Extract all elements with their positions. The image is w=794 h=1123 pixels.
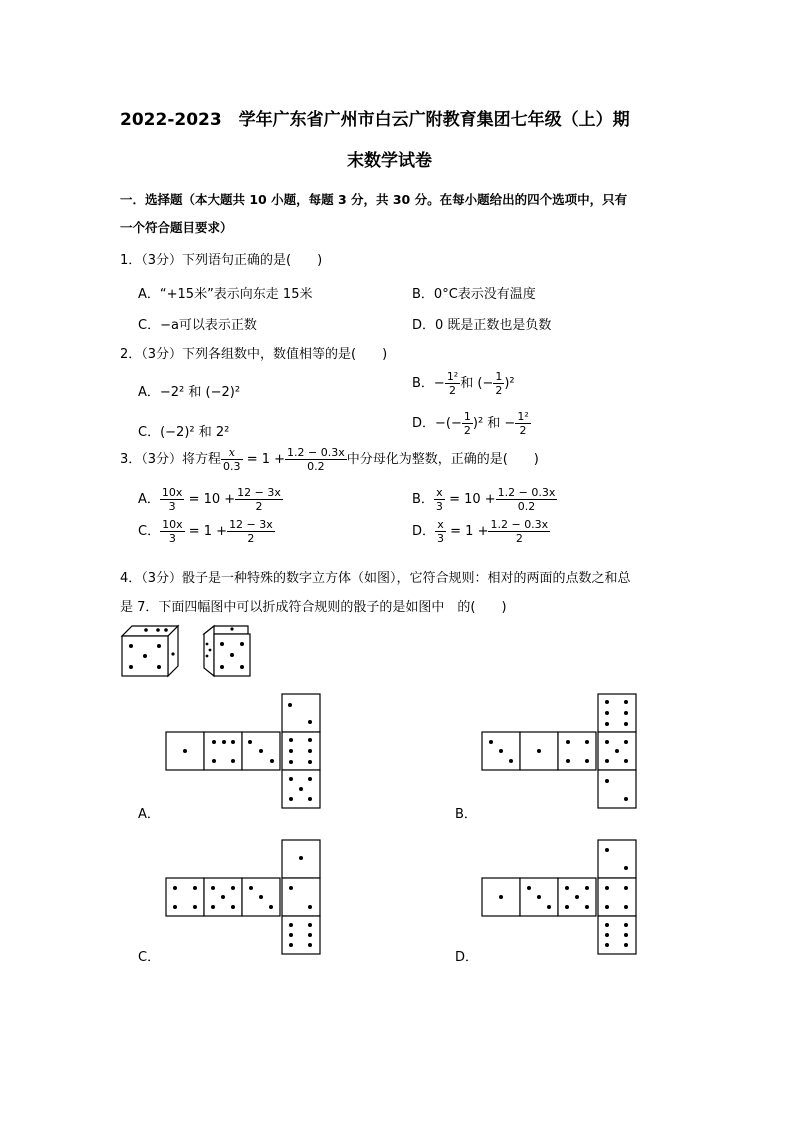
cube2-side-face xyxy=(204,626,214,676)
net-d-figure xyxy=(476,836,642,960)
question-3-option-b: B． $\frac{x}{3}$ = 10 + $\frac{1.2 - 0.3x}{0.2}$ xyxy=(412,486,556,513)
question-2-stem: 2．（3分）下列各组数中，数值相等的是( ) xyxy=(120,347,388,362)
question-4-stem-line2: 是 7．下面四幅图中可以折成符合规则的骰子的是如图中 的( ) xyxy=(120,600,507,615)
net-c-figure xyxy=(160,836,326,960)
question-1-option-d: D．0 既是正数也是负数 xyxy=(412,318,552,333)
dice-cubes-figure xyxy=(118,624,258,680)
question-1-option-b: B．0°C表示没有温度 xyxy=(412,287,536,302)
question-2-option-b: B．− $\frac{\text{1²}}{2}$ 和 (− $\frac{1}{2}$ )² xyxy=(412,370,515,397)
question-2-option-c: C．(−2)² 和 2² xyxy=(138,425,230,440)
page-title-line1: 2022-2023 学年广东省广州市白云广附教育集团七年级（上）期 xyxy=(120,110,630,130)
question-4-option-b-label: B． xyxy=(455,807,477,822)
net-b-figure xyxy=(476,690,642,814)
question-3-stem: 3．（3分）将方程 $\frac{x}{0.3}$ = 1 + $\frac{1.2 - 0.3x}{0.2}$ 中分母化为整数，正确的是( ) xyxy=(120,446,539,473)
question-1-option-a: A．“+15米”表示向东走 15米 xyxy=(138,287,313,302)
question-3-option-c: C． $\frac{10x}{3}$ = 1 + $\frac{12 - 3x}{2}$ xyxy=(138,518,273,545)
section-heading-line1: 一．选择题（本大题共 10 小题，每题 3 分，共 30 分。在每小题给出的四个选项中，只有 xyxy=(120,192,628,207)
net-a-figure xyxy=(160,690,326,814)
question-3-option-d: D． $\frac{x}{3}$ = 1 + $\frac{1.2 - 0.3x}{2}$ xyxy=(412,518,549,545)
question-1-stem: 1．（3分）下列语句正确的是( ) xyxy=(120,253,323,268)
question-4-option-d-label: D． xyxy=(455,950,479,965)
question-1-option-c: C．−a可以表示正数 xyxy=(138,318,257,333)
question-3-option-a: A． $\frac{10x}{3}$ = 10 + $\frac{12 - 3x}{2}$ xyxy=(138,486,281,513)
section-heading-line2: 一个符合题目要求） xyxy=(120,220,233,235)
question-4-option-a-label: A． xyxy=(138,807,160,822)
question-4-option-c-label: C． xyxy=(138,950,161,965)
question-2-option-a: A．−2² 和 (−2)² xyxy=(138,385,241,400)
question-2-option-d: D．−(− $\frac{1}{2}$ )² 和 − $\frac{\text{1²}}{2}$ xyxy=(412,410,529,437)
page-title-line2: 末数学试卷 xyxy=(347,151,432,171)
question-4-stem-line1: 4．（3分）骰子是一种特殊的数字立方体（如图），它符合规则：相对的两面的点数之和总 xyxy=(120,571,631,586)
